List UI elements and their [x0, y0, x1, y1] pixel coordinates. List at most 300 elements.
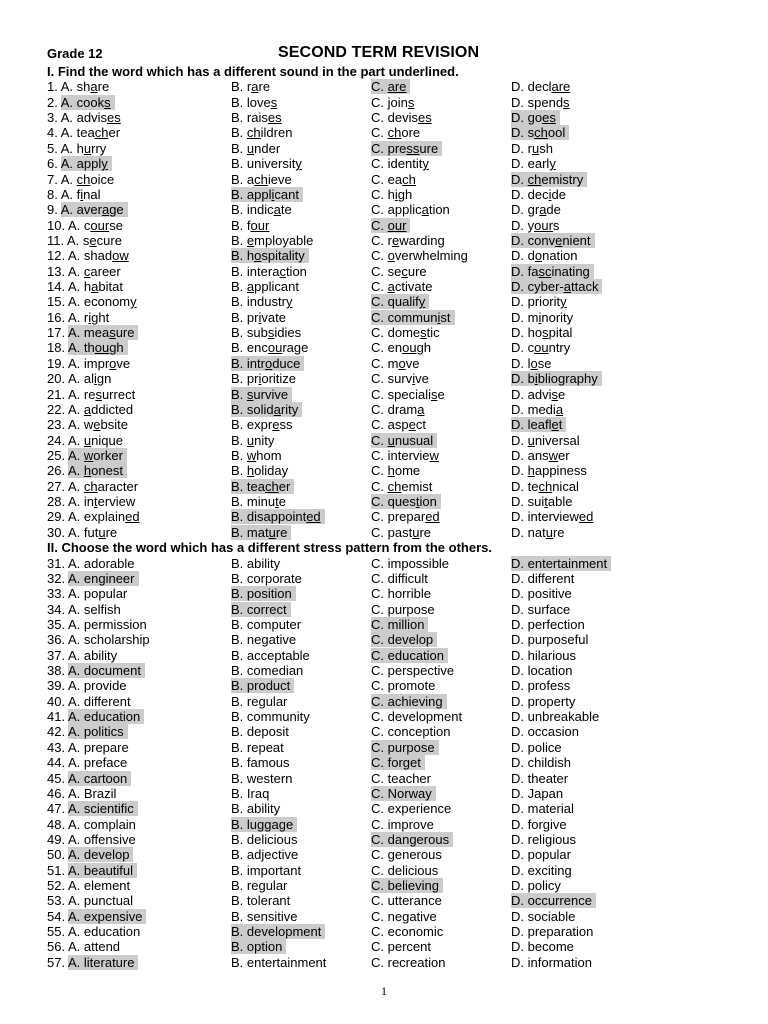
option-word: [247, 294, 293, 309]
option-b[interactable]: [231, 325, 301, 340]
option-b[interactable]: [231, 417, 292, 432]
option-c[interactable]: [371, 878, 443, 893]
option-c[interactable]: [371, 847, 442, 862]
option-c[interactable]: [371, 863, 438, 878]
option-letter: C.: [371, 816, 388, 832]
option-d[interactable]: [511, 694, 575, 709]
question-row: [47, 125, 737, 140]
option-a[interactable]: [47, 909, 146, 924]
option-b[interactable]: [231, 172, 292, 187]
option-b[interactable]: [231, 955, 326, 970]
option-a[interactable]: [47, 893, 133, 908]
option-c[interactable]: [371, 709, 462, 724]
option-letter: A.: [67, 954, 84, 970]
option-a[interactable]: [47, 724, 128, 739]
option-b[interactable]: [231, 832, 298, 847]
option-b[interactable]: [231, 371, 296, 386]
option-d[interactable]: [511, 402, 563, 417]
option-c[interactable]: [371, 678, 435, 693]
option-d[interactable]: [511, 709, 599, 724]
option-c[interactable]: [371, 955, 445, 970]
word-part: luggage: [246, 816, 294, 832]
option-a[interactable]: [47, 832, 136, 847]
option-d[interactable]: [511, 755, 571, 770]
option-d[interactable]: [511, 325, 572, 340]
option-b[interactable]: [231, 556, 280, 571]
option-b[interactable]: [231, 356, 304, 371]
option-word: [388, 632, 434, 647]
option-b[interactable]: [231, 125, 292, 140]
option-letter: C.: [371, 801, 388, 817]
option-c[interactable]: [371, 156, 429, 171]
option-d[interactable]: [511, 586, 572, 601]
option-b[interactable]: [231, 632, 296, 647]
option-d[interactable]: [511, 248, 578, 263]
option-d[interactable]: [511, 786, 563, 801]
option-d[interactable]: [511, 525, 565, 540]
option-a[interactable]: [47, 771, 131, 786]
option-c[interactable]: [371, 433, 437, 448]
question-row: [47, 663, 737, 678]
option-d[interactable]: [511, 448, 570, 463]
option-word: [388, 202, 450, 217]
question-row: [47, 402, 737, 417]
option-a[interactable]: [47, 279, 123, 294]
option-b[interactable]: [231, 586, 296, 601]
option-a[interactable]: [47, 95, 115, 110]
option-b[interactable]: [231, 187, 303, 202]
option-d[interactable]: [511, 125, 569, 140]
question-number: 19.: [47, 355, 66, 371]
option-c[interactable]: [371, 187, 412, 202]
option-c[interactable]: [371, 832, 453, 847]
option-letter: D.: [511, 294, 528, 310]
option-a[interactable]: [47, 172, 114, 187]
option-d[interactable]: [511, 678, 570, 693]
option-b[interactable]: [231, 248, 309, 263]
option-c[interactable]: [371, 817, 434, 832]
word-part: econom: [83, 294, 131, 310]
option-b[interactable]: [231, 141, 280, 156]
option-b[interactable]: [231, 724, 289, 739]
option-a[interactable]: [47, 571, 139, 586]
option-c[interactable]: [371, 95, 414, 110]
option-b[interactable]: [231, 817, 297, 832]
option-word: [388, 141, 439, 156]
option-a[interactable]: [47, 924, 140, 939]
option-b[interactable]: [231, 663, 303, 678]
option-b[interactable]: [231, 602, 291, 617]
option-d[interactable]: [511, 387, 565, 402]
option-word: [388, 893, 442, 908]
option-d[interactable]: [511, 832, 576, 847]
word-part: scholarship: [83, 632, 150, 648]
option-c[interactable]: [371, 509, 440, 524]
option-b[interactable]: [231, 525, 291, 540]
option-d[interactable]: [511, 632, 588, 647]
underlined-part: s: [104, 94, 111, 110]
option-c[interactable]: [371, 909, 437, 924]
option-c[interactable]: [371, 939, 431, 954]
option-letter: A.: [67, 785, 84, 801]
option-d[interactable]: [511, 771, 568, 786]
option-a[interactable]: [47, 463, 127, 478]
underlined-part: y: [295, 156, 302, 172]
option-a[interactable]: [47, 125, 120, 140]
option-b[interactable]: [231, 801, 280, 816]
option-d[interactable]: [511, 172, 587, 187]
option-a[interactable]: [47, 494, 135, 509]
option-b[interactable]: [231, 433, 274, 448]
option-word: [84, 771, 127, 786]
option-c[interactable]: [371, 233, 445, 248]
option-c[interactable]: [371, 356, 419, 371]
option-c[interactable]: [371, 801, 451, 816]
option-a[interactable]: [47, 863, 137, 878]
option-c[interactable]: [371, 556, 449, 571]
question-number: 10.: [47, 217, 66, 233]
underlined-part: a: [101, 202, 110, 218]
word-part: en: [387, 340, 403, 356]
option-c[interactable]: [371, 125, 420, 140]
option-letter: A.: [67, 478, 84, 494]
option-d[interactable]: [511, 202, 561, 217]
word-part: promote: [387, 678, 436, 694]
option-d[interactable]: [511, 863, 572, 878]
option-d[interactable]: [511, 724, 579, 739]
option-d[interactable]: [511, 663, 572, 678]
option-a[interactable]: [47, 79, 109, 94]
option-letter: D.: [511, 355, 528, 371]
option-d[interactable]: [511, 955, 592, 970]
option-b[interactable]: [231, 479, 294, 494]
option-a[interactable]: [47, 663, 145, 678]
option-a[interactable]: [47, 479, 138, 494]
underlined-part: u: [246, 432, 255, 448]
option-b[interactable]: [231, 463, 288, 478]
option-letter: B.: [231, 509, 247, 525]
option-c[interactable]: [371, 110, 432, 125]
highlighted-answer: [68, 771, 131, 786]
option-b[interactable]: [231, 387, 292, 402]
option-c[interactable]: [371, 694, 447, 709]
word-part: bitat: [98, 279, 123, 295]
option-b[interactable]: [231, 340, 308, 355]
option-word: [84, 832, 136, 847]
option-word: [84, 218, 123, 233]
option-b[interactable]: [231, 617, 301, 632]
option-a[interactable]: [47, 878, 130, 893]
option-a[interactable]: [47, 602, 121, 617]
option-a[interactable]: [47, 356, 130, 371]
option-c[interactable]: [371, 202, 450, 217]
option-d[interactable]: [511, 264, 594, 279]
option-b[interactable]: [231, 847, 298, 862]
option-d[interactable]: [511, 156, 556, 171]
option-c[interactable]: [371, 172, 416, 187]
underlined-part: s: [430, 386, 438, 402]
option-d[interactable]: [511, 817, 567, 832]
option-c[interactable]: [371, 279, 432, 294]
option-a[interactable]: [47, 448, 127, 463]
option-a[interactable]: [47, 556, 135, 571]
option-a[interactable]: [47, 617, 147, 632]
option-d[interactable]: [511, 648, 576, 663]
option-c[interactable]: [371, 602, 435, 617]
question-row: [47, 95, 737, 110]
option-b[interactable]: [231, 218, 269, 233]
option-word: [83, 233, 122, 248]
option-b[interactable]: [231, 156, 302, 171]
option-c[interactable]: [371, 648, 448, 663]
option-d[interactable]: [511, 356, 551, 371]
option-d[interactable]: [511, 878, 561, 893]
option-c[interactable]: [371, 525, 431, 540]
option-d[interactable]: [511, 95, 570, 110]
option-d[interactable]: [511, 79, 570, 94]
word-part: Brazil: [83, 785, 117, 801]
word-part: develop: [83, 847, 130, 863]
option-d[interactable]: [511, 310, 573, 325]
option-b[interactable]: [231, 79, 270, 94]
word-part: delicious: [246, 831, 298, 847]
option-word: [247, 832, 298, 847]
option-a[interactable]: [47, 310, 109, 325]
option-a[interactable]: [47, 509, 140, 524]
word-part: gr: [527, 202, 540, 218]
option-b[interactable]: [231, 294, 292, 309]
option-word: [528, 509, 594, 524]
option-c[interactable]: [371, 786, 436, 801]
option-b[interactable]: [231, 310, 286, 325]
option-a[interactable]: [47, 709, 144, 724]
option-a[interactable]: [47, 678, 127, 693]
option-a[interactable]: [47, 632, 150, 647]
option-d[interactable]: [511, 433, 580, 448]
option-b[interactable]: [231, 233, 313, 248]
option-c[interactable]: [371, 387, 445, 402]
option-c[interactable]: [371, 325, 440, 340]
option-c[interactable]: [371, 632, 437, 647]
option-a[interactable]: [47, 939, 120, 954]
option-c[interactable]: [371, 402, 424, 417]
question-row: [47, 847, 737, 862]
word-part: ure: [115, 325, 135, 341]
option-a[interactable]: [47, 586, 127, 601]
option-b[interactable]: [231, 939, 286, 954]
option-a[interactable]: [47, 402, 133, 417]
option-c[interactable]: [371, 479, 432, 494]
option-a[interactable]: [47, 955, 138, 970]
option-a[interactable]: [47, 525, 117, 540]
option-c[interactable]: [371, 463, 420, 478]
word-part: r: [246, 79, 252, 95]
option-a[interactable]: [47, 233, 122, 248]
option-d[interactable]: [511, 571, 574, 586]
option-c[interactable]: [371, 310, 455, 325]
option-letter: D.: [511, 79, 528, 95]
option-word: [388, 402, 425, 417]
option-d[interactable]: [511, 740, 562, 755]
option-a[interactable]: [47, 786, 116, 801]
option-c[interactable]: [371, 617, 428, 632]
option-letter: A.: [67, 632, 84, 648]
word-part: believing: [387, 878, 439, 894]
option-d[interactable]: [511, 602, 570, 617]
option-a[interactable]: [47, 371, 111, 386]
option-c[interactable]: [371, 141, 442, 156]
option-b[interactable]: [231, 571, 302, 586]
option-b[interactable]: [231, 494, 286, 509]
word-part: emistry: [541, 171, 584, 187]
option-a[interactable]: [47, 648, 117, 663]
option-d[interactable]: [511, 187, 566, 202]
option-d[interactable]: [511, 417, 566, 432]
option-c[interactable]: [371, 724, 451, 739]
option-letter: D.: [511, 693, 528, 709]
option-c[interactable]: [371, 755, 425, 770]
option-a[interactable]: [47, 694, 131, 709]
option-b[interactable]: [231, 202, 292, 217]
option-a[interactable]: [47, 202, 128, 217]
option-c[interactable]: [371, 340, 431, 355]
option-c[interactable]: [371, 663, 454, 678]
option-b[interactable]: [231, 755, 290, 770]
option-c[interactable]: [371, 740, 439, 755]
word-part: h: [83, 279, 92, 295]
option-d[interactable]: [511, 463, 587, 478]
option-d[interactable]: [511, 847, 571, 862]
option-a[interactable]: [47, 847, 133, 862]
word-part: ques: [387, 494, 416, 510]
option-c[interactable]: [371, 264, 427, 279]
option-a[interactable]: [47, 740, 129, 755]
option-a[interactable]: [47, 248, 129, 263]
option-d[interactable]: [511, 494, 572, 509]
option-a[interactable]: [47, 817, 136, 832]
option-b[interactable]: [231, 509, 325, 524]
option-a[interactable]: [47, 433, 123, 448]
option-a[interactable]: [47, 156, 112, 171]
option-c[interactable]: [371, 371, 429, 386]
word-part: de: [551, 186, 566, 202]
option-d[interactable]: [511, 218, 559, 233]
option-a[interactable]: [47, 141, 106, 156]
option-a[interactable]: [47, 264, 121, 279]
underlined-part: u: [531, 140, 540, 156]
option-d[interactable]: [511, 939, 574, 954]
option-c[interactable]: [371, 417, 426, 432]
option-b[interactable]: [231, 402, 302, 417]
option-d[interactable]: [511, 340, 570, 355]
option-b[interactable]: [231, 678, 294, 693]
option-b[interactable]: [231, 95, 277, 110]
option-b[interactable]: [231, 709, 310, 724]
option-b[interactable]: [231, 694, 287, 709]
page-title: SECOND TERM REVISION: [278, 44, 480, 61]
option-a[interactable]: [47, 340, 128, 355]
option-c[interactable]: [371, 571, 428, 586]
option-d[interactable]: [511, 294, 567, 309]
option-c[interactable]: [371, 294, 429, 309]
option-d[interactable]: [511, 371, 602, 386]
word-part: pre: [387, 140, 407, 156]
option-a[interactable]: [47, 218, 123, 233]
option-d[interactable]: [511, 924, 593, 939]
option-b[interactable]: [231, 924, 325, 939]
option-c[interactable]: [371, 924, 443, 939]
option-d[interactable]: [511, 279, 602, 294]
highlighted-answer: [68, 863, 137, 878]
option-b[interactable]: [231, 909, 297, 924]
word-part: selfish: [83, 601, 121, 617]
option-a[interactable]: [47, 387, 135, 402]
option-d[interactable]: [511, 509, 593, 524]
option-a[interactable]: [47, 294, 137, 309]
option-letter: A.: [67, 755, 84, 771]
option-b[interactable]: [231, 786, 269, 801]
option-d[interactable]: [511, 479, 579, 494]
option-word: [388, 878, 439, 893]
option-a[interactable]: [47, 755, 127, 770]
option-b[interactable]: [231, 264, 307, 279]
option-letter: B.: [231, 709, 247, 725]
option-a[interactable]: [47, 187, 101, 202]
option-b[interactable]: [231, 740, 284, 755]
word-part: ure: [419, 140, 439, 156]
option-c[interactable]: [371, 248, 468, 263]
option-d[interactable]: [511, 617, 585, 632]
option-c[interactable]: [371, 893, 442, 908]
word-part: ure: [407, 263, 427, 279]
option-c[interactable]: [371, 218, 410, 233]
word-part: tea: [76, 125, 95, 141]
option-a[interactable]: [47, 417, 128, 432]
option-b[interactable]: [231, 771, 292, 786]
option-d[interactable]: [511, 233, 595, 248]
option-b[interactable]: [231, 279, 299, 294]
question-row: [47, 233, 737, 248]
option-a[interactable]: [47, 801, 138, 816]
word-part: s: [527, 125, 535, 141]
option-c[interactable]: [371, 494, 441, 509]
option-letter: A.: [67, 294, 84, 310]
option-letter: C.: [371, 785, 388, 801]
option-b[interactable]: [231, 878, 287, 893]
underlined-part: c: [401, 263, 408, 279]
option-d[interactable]: [511, 909, 575, 924]
option-d[interactable]: [511, 556, 611, 571]
option-c[interactable]: [371, 448, 439, 463]
option-c[interactable]: [371, 586, 431, 601]
option-d[interactable]: [511, 110, 560, 125]
option-d[interactable]: [511, 893, 596, 908]
word-part: nical: [552, 478, 579, 494]
option-c[interactable]: [371, 771, 431, 786]
word-part: tea: [246, 478, 265, 494]
option-b[interactable]: [231, 648, 310, 663]
option-a[interactable]: [47, 325, 138, 340]
option-b[interactable]: [231, 448, 282, 463]
option-d[interactable]: [511, 801, 574, 816]
option-b[interactable]: [231, 110, 282, 125]
option-c[interactable]: [371, 79, 410, 94]
option-b[interactable]: [231, 863, 301, 878]
option-a[interactable]: [47, 110, 121, 125]
option-d[interactable]: [511, 141, 553, 156]
option-word: [528, 371, 598, 386]
option-b[interactable]: [231, 893, 290, 908]
